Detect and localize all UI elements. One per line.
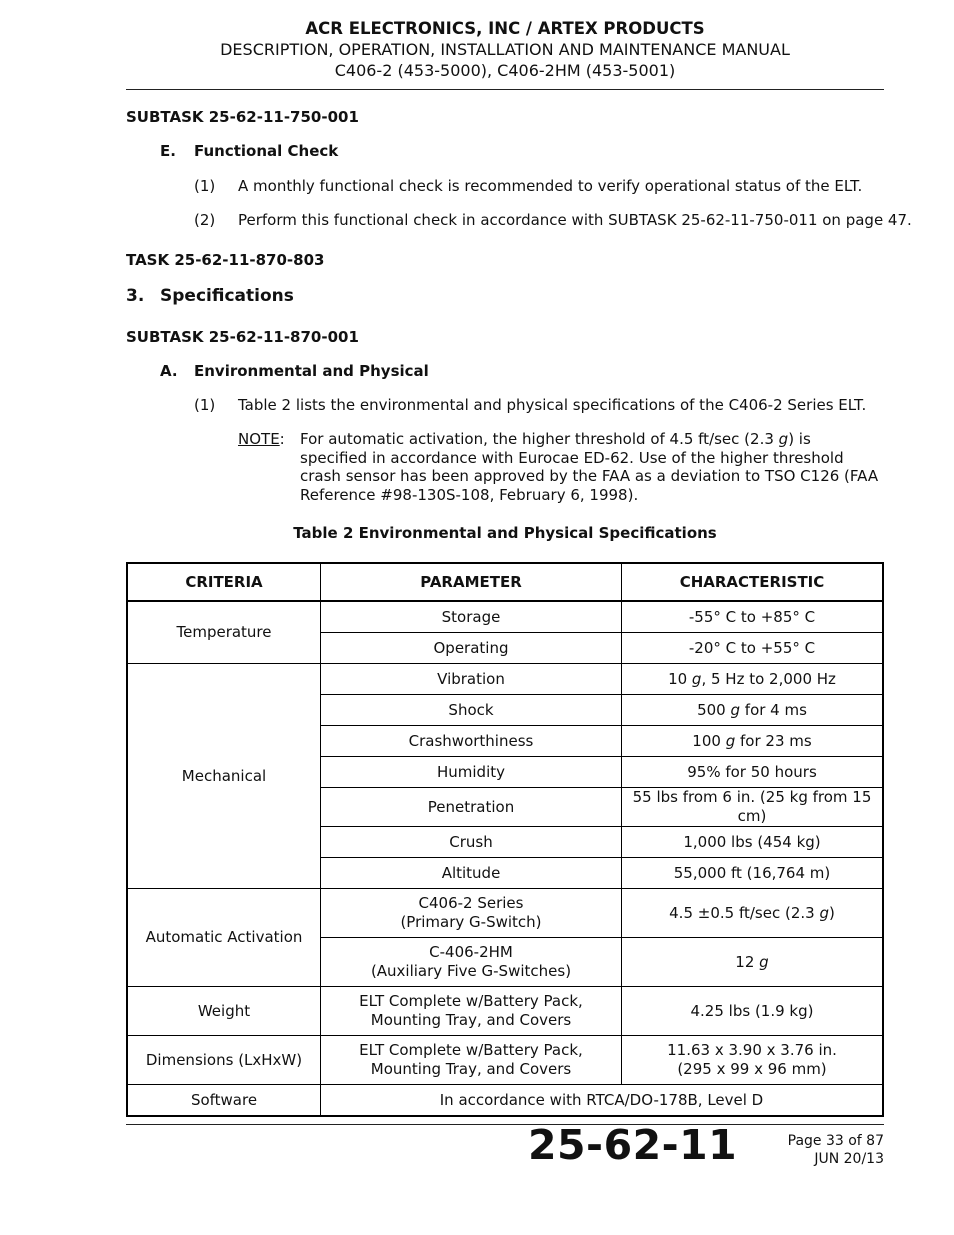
dim-line-2: (295 x 99 x 96 mm) [677,1060,827,1078]
e-item-2-text: Perform this functional check in accordance with SUBTASK 25-62-11-750-011 on page 47. [238,211,912,229]
value-software: In accordance with RTCA/DO-178B, Level D [321,1085,884,1117]
a-item-1-num: (1) [194,396,216,414]
table-row [127,889,883,938]
elt-line-2: Mounting Tray, and Covers [370,1011,572,1029]
hm-line-2: (Auxiliary Five G-Switches) [370,962,572,980]
section-a-letter: A. [160,362,178,380]
value-humidity: 95% for 50 hours [622,757,884,788]
hm-pre: 12 [735,952,760,971]
criteria-weight: Weight [127,987,321,1036]
g-unit: g [819,903,829,922]
g-unit: g [725,731,736,750]
criteria-dimensions: Dimensions (LxHxW) [127,1036,321,1085]
footer-page-number: Page 33 of 87 [787,1133,884,1149]
table-row [127,664,883,695]
note-label [238,430,285,448]
table-row [127,1085,883,1117]
c406-line-1: C406-2 Series [418,894,524,912]
vibration-post: , 5 Hz to 2,000 Hz [701,669,836,688]
value-dimensions [622,1036,884,1085]
param-altitude: Altitude [321,858,622,889]
criteria-temperature: Temperature [127,601,321,664]
elt-line-1: ELT Complete w/Battery Pack, [359,1041,583,1059]
header-company: ACR ELECTRONICS, INC / ARTEX PRODUCTS [305,19,705,38]
dim-line-1: 11.63 x 3.90 x 3.76 in. [667,1041,837,1059]
shock-pre: 500 [697,700,731,719]
footer-date: JUN 20/13 [814,1151,884,1167]
param-crush: Crush [321,827,622,858]
header-models: C406-2 (453-5000), C406-2HM (453-5001) [334,61,676,80]
note-g-unit: g [778,430,789,448]
shock-post: for 4 ms [740,700,807,719]
section-a-title: Environmental and Physical [194,362,429,380]
crash-post: for 23 ms [735,731,812,750]
footer-chapter-code: 25-62-11 [528,1121,738,1169]
value-shock [622,695,884,726]
table-row [127,987,883,1036]
c406-pre: 4.5 ±0.5 ft/sec (2.3 [669,903,820,922]
value-penetration: 55 lbs from 6 in. (25 kg from 15 cm) [622,788,884,827]
table-row [127,1036,883,1085]
c406-post: ) [828,903,835,922]
col-header-criteria: CRITERIA [127,563,321,601]
value-altitude: 55,000 ft (16,764 m) [622,858,884,889]
specifications-table [126,562,884,1117]
vibration-pre: 10 [668,669,692,688]
value-vibration [622,664,884,695]
page-header [126,18,884,81]
value-c406-2hm [622,938,884,987]
elt-line-2: Mounting Tray, and Covers [370,1060,572,1078]
section-e-title: Functional Check [194,142,339,160]
col-header-characteristic: CHARACTERISTIC [622,563,884,601]
value-crashworthiness [622,726,884,757]
subtask-heading-1: SUBTASK 25-62-11-750-001 [126,108,359,126]
note-label-text: NOTE [238,430,280,448]
e-item-2-num: (2) [194,211,216,229]
g-unit: g [730,700,741,719]
value-operating: -20° C to +55° C [622,633,884,664]
note-colon: : [279,430,285,448]
table-header-row [127,563,883,601]
value-c406-series [622,889,884,938]
e-item-1-text: A monthly functional check is recommended to verify operational status of the ELT. [238,177,863,195]
param-c406-2hm [321,938,622,987]
elt-line-1: ELT Complete w/Battery Pack, [359,992,583,1010]
task-heading: TASK 25-62-11-870-803 [126,251,325,269]
value-storage: -55° C to +85° C [622,601,884,633]
table-caption: Table 2 Environmental and Physical Specifications [293,524,717,542]
subtask-heading-2: SUBTASK 25-62-11-870-001 [126,328,359,346]
header-divider [126,89,884,90]
a-item-1-text: Table 2 lists the environmental and physical specifications of the C406-2 Series ELT. [238,396,867,414]
param-vibration: Vibration [321,664,622,695]
e-item-1-num: (1) [194,177,216,195]
col-header-parameter: PARAMETER [321,563,622,601]
section-number: 3. [126,286,145,306]
param-penetration: Penetration [321,788,622,827]
hm-line-1: C-406-2HM [429,943,513,961]
table-row [127,601,883,633]
g-unit: g [691,669,702,688]
note-text-pre: For automatic activation, the higher threshold of 4.5 ft/sec (2.3 [300,430,779,448]
param-dimensions-elt [321,1036,622,1085]
note-text-post: ) is specified in accordance with Eurocae ED-62. Use of the higher threshold crash sensor has been approved by the FAA as a deviation to TSO C126 (FAA Reference #98-130S-108, February 6, 1998). [300,430,879,504]
section-title: Specifications [160,286,294,306]
criteria-mechanical: Mechanical [127,664,321,889]
criteria-automatic-activation: Automatic Activation [127,889,321,987]
param-humidity: Humidity [321,757,622,788]
param-shock: Shock [321,695,622,726]
footer-page-info [788,1132,884,1168]
param-weight-elt [321,987,622,1036]
footer-divider [126,1124,884,1125]
value-crush: 1,000 lbs (454 kg) [622,827,884,858]
note-text [300,430,880,504]
value-weight: 4.25 lbs (1.9 kg) [622,987,884,1036]
crash-pre: 100 [692,731,726,750]
param-c406-series [321,889,622,938]
param-operating: Operating [321,633,622,664]
header-manual-title: DESCRIPTION, OPERATION, INSTALLATION AND MAINTENANCE MANUAL [220,40,790,59]
criteria-software: Software [127,1085,321,1117]
param-storage: Storage [321,601,622,633]
g-unit: g [759,952,769,971]
c406-line-2: (Primary G-Switch) [400,913,542,931]
section-e-letter: E. [160,142,176,160]
param-crashworthiness: Crashworthiness [321,726,622,757]
